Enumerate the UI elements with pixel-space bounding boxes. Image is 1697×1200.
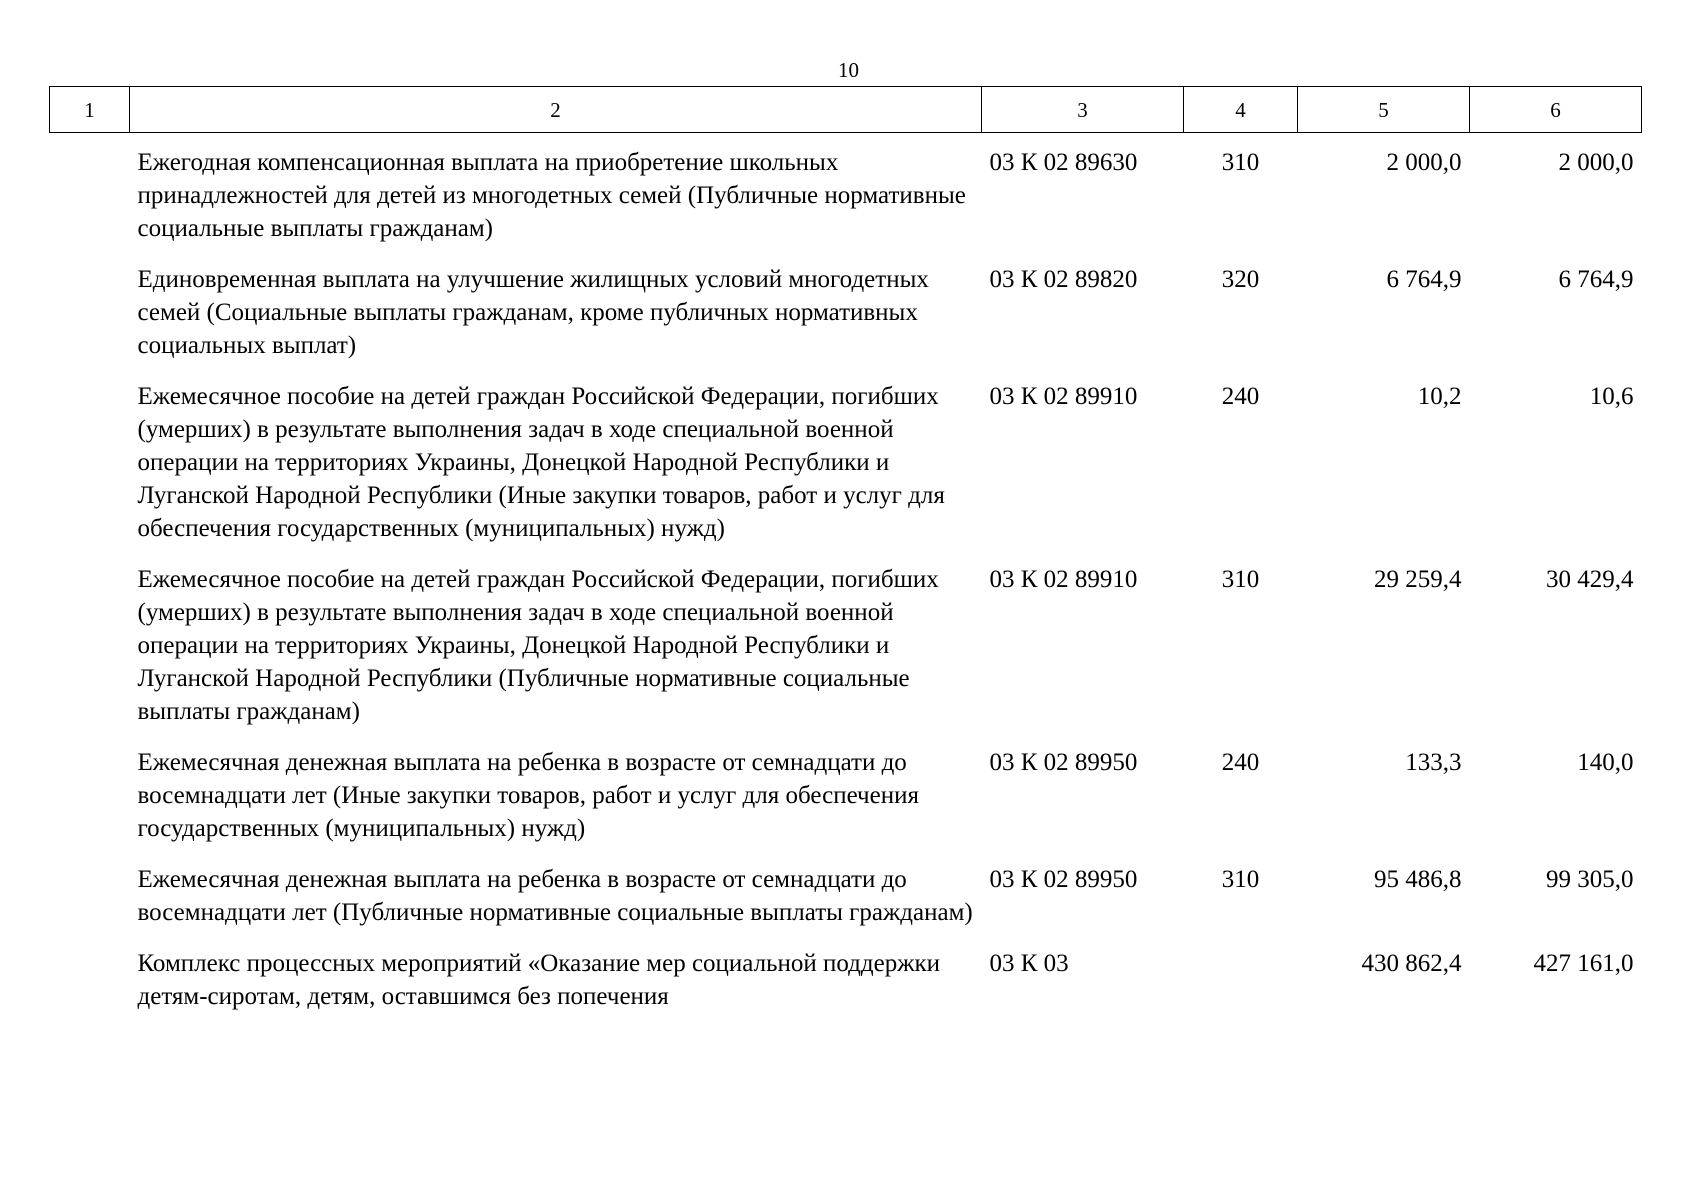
- row-description: Ежемесячное пособие на детей граждан Российской Федерации, погибших (умерших) в результате выполнения задач в ходе специальной военной операции на территориях Украины, Донецкой Народной Республики и Луганской Народной Республики (Иные закупки товаров, работ и услуг для обеспечения государственных (муниципальных) нужд): [137, 383, 945, 542]
- row-expense-kind: 240: [1221, 383, 1260, 410]
- row-amount-col5: 10,2: [1417, 383, 1462, 410]
- header-col-6: 6: [1470, 87, 1642, 133]
- row-expense-kind: 310: [1221, 566, 1260, 593]
- table-row: [50, 254, 1642, 371]
- row-target-code: 03 К 02 89820: [989, 266, 1138, 293]
- row-expense-kind: 320: [1221, 266, 1260, 293]
- row-amount-col5: 6 764,9: [1386, 266, 1462, 293]
- row-description: Ежемесячная денежная выплата на ребенка в возрасте от семнадцати до восемнадцати лет (Публичные нормативные социальные выплаты гражданам): [137, 866, 973, 926]
- row-target-code: 03 К 02 89950: [989, 749, 1138, 776]
- table-row: [50, 854, 1642, 938]
- row-index-cell: [50, 854, 130, 938]
- row-target-code: 03 К 02 89950: [989, 866, 1138, 893]
- row-description: Ежемесячное пособие на детей граждан Российской Федерации, погибших (умерших) в результате выполнения задач в ходе специальной военной операции на территориях Украины, Донецкой Народной Республики и Луганской Народной Республики (Публичные нормативные социальные выплаты гражданам): [137, 566, 939, 725]
- header-col-2: 2: [130, 87, 982, 133]
- header-col-3: 3: [982, 87, 1184, 133]
- row-index-cell: [50, 133, 130, 255]
- table-header: [50, 87, 1642, 133]
- row-description: Ежегодная компенсационная выплата на приобретение школьных принадлежностей для детей из многодетных семей (Публичные нормативные социальные выплаты гражданам): [137, 149, 966, 242]
- row-target-code: 03 К 02 89630: [989, 149, 1138, 176]
- row-amount-col5: 430 862,4: [1361, 950, 1462, 977]
- row-amount-col5: 133,3: [1405, 749, 1462, 776]
- header-row: [50, 87, 1642, 133]
- row-description: Комплекс процессных мероприятий «Оказание мер социальной поддержки детям-сиротам, детям, оставшимся без попечения: [137, 950, 941, 1010]
- header-col-1: 1: [50, 87, 130, 133]
- row-amount-col6: 99 305,0: [1546, 866, 1634, 893]
- row-expense-kind: 310: [1221, 149, 1260, 176]
- row-target-code: 03 К 03: [989, 950, 1069, 977]
- row-amount-col5: 95 486,8: [1374, 866, 1462, 893]
- table-body: [50, 133, 1642, 1023]
- row-amount-col6: 6 764,9: [1558, 266, 1634, 293]
- header-col-4: 4: [1184, 87, 1298, 133]
- row-expense-kind: [1184, 938, 1298, 1022]
- row-amount-col6: 140,0: [1577, 749, 1634, 776]
- row-index-cell: [50, 254, 130, 371]
- row-amount-col6: 10,6: [1589, 383, 1634, 410]
- row-expense-kind: 240: [1221, 749, 1260, 776]
- page-number: 10: [838, 58, 859, 82]
- row-index-cell: [50, 938, 130, 1022]
- row-amount-col5: 29 259,4: [1374, 566, 1462, 593]
- row-target-code: 03 К 02 89910: [989, 566, 1138, 593]
- row-description: Ежемесячная денежная выплата на ребенка в возрасте от семнадцати до восемнадцати лет (Иные закупки товаров, работ и услуг для обеспечения государственных (муниципальных) нужд): [137, 749, 919, 842]
- table-row: [50, 938, 1642, 1022]
- row-amount-col6: 2 000,0: [1558, 149, 1634, 176]
- row-amount-col6: 30 429,4: [1546, 566, 1634, 593]
- table-row: [50, 554, 1642, 737]
- row-index-cell: [50, 737, 130, 854]
- budget-table: [49, 86, 1642, 1022]
- table-row: [50, 133, 1642, 255]
- row-index-cell: [50, 554, 130, 737]
- table-row: [50, 737, 1642, 854]
- row-expense-kind: 310: [1221, 866, 1260, 893]
- table-row: [50, 371, 1642, 554]
- row-target-code: 03 К 02 89910: [989, 383, 1138, 410]
- header-col-5: 5: [1298, 87, 1470, 133]
- row-description: Единовременная выплата на улучшение жилищных условий многодетных семей (Социальные выплаты гражданам, кроме публичных нормативных социальных выплат): [137, 266, 929, 359]
- row-amount-col6: 427 161,0: [1533, 950, 1634, 977]
- row-index-cell: [50, 371, 130, 554]
- row-amount-col5: 2 000,0: [1386, 149, 1462, 176]
